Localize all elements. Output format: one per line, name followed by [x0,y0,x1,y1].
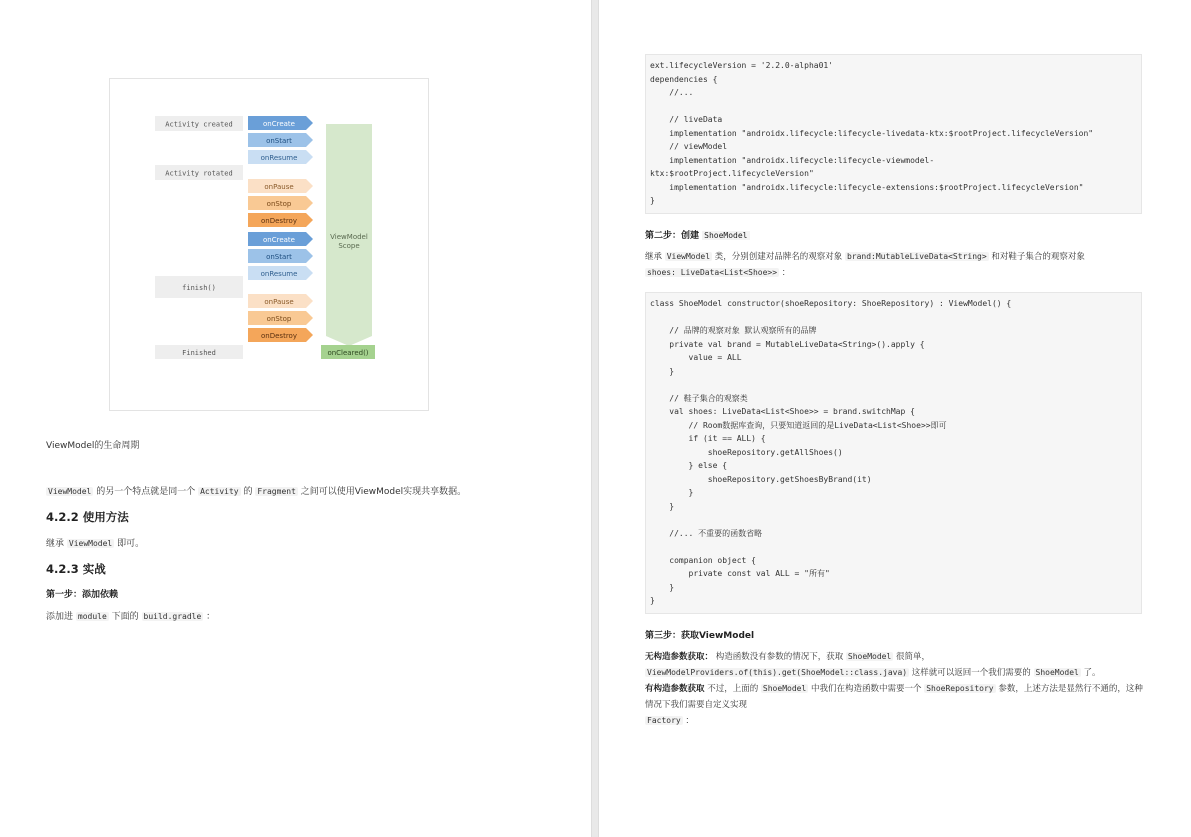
inline-code: ViewModel [48,487,92,496]
step3-heading: 第三步：获取ViewModel [645,631,755,641]
callback-label: onPause [264,183,294,191]
callback-label: onCreate [263,236,295,244]
state-label: finish() [182,284,216,292]
state-label: Activity rotated [165,169,233,178]
callback-label: onStop [266,315,292,323]
callback-label: onStart [266,137,292,145]
callback-label: onPause [264,298,294,306]
callback-label: onStart [266,253,292,261]
page-gutter [591,0,599,837]
inline-code: ShoeModel [1035,668,1079,677]
inline-code: module [77,612,107,621]
inline-code: Activity [200,487,239,496]
inline-code: Factory [647,716,681,725]
inline-code: ShoeModel [704,231,748,240]
callback-label: onStop [266,200,292,208]
heading-practice: 4.2.3 实战 [46,562,106,576]
callback-label: onDestroy [261,217,297,225]
scope-label: Scope [338,242,360,250]
step1-paragraph: 添加进 module 下面的 build.gradle ： [46,612,216,622]
callback-arrows [248,116,313,342]
figure-caption: ViewModel的生命周期 [46,441,140,451]
inline-code: ShoeModel [762,684,807,693]
intro-paragraph: ViewModel 的另一个特点就是同一个 Activity 的 Fragment 之间可以使用ViewModel实现共享数据。 [48,487,467,497]
inline-code: shoes: LiveData<List<Shoe>> [647,268,778,277]
inline-code: ShoeModel [847,652,892,661]
shoemodel-code: class ShoeModel constructor(shoeRepository: ShoeRepository) : ViewModel() { // 品牌的观察对象 默认观察所有的品牌 private val brand = MutableLiveData<String>().apply { value = ALL } // 鞋子集合的观察类 val shoes: LiveData<List<Shoe>> = brand.switchMap { // Room数据库查询，只要知道返回的是LiveData<List<Shoe>>即可 if (it == ALL) { shoeRepository.getAllShoes() } else { shoeRepository.getShoesByBrand(it) } } //... 不重要的函数省略 companion object { private const val ALL = "所有" } } [650,299,1012,605]
step1-heading: 第一步：添加依赖 [46,590,119,600]
viewmodel-lifecycle-diagram [109,78,429,411]
callback-label: onCreate [263,120,295,128]
step3-paragraph: 无构造参数获取： 构造函数没有参数的情况下，获取 ShoeModel 很简单， ViewModelProviders.of(this).get(ShoeModel::class.java) 这样就可以返回一个我们需要的 ShoeModel 了。 有构造参数获取 不过，上面的 ShoeModel 中我们在构造函数中需要一个 ShoeRepository 参数，上述方法是显然行不通的，这种情况下我们需要自定义实现 Factory ： [645,652,1143,726]
heading-usage: 4.2.2 使用方法 [46,510,129,524]
step2-heading: 第二步：创建 ShoeModel [645,231,748,241]
inline-code: ShoeRepository [926,684,994,693]
inline-code: ViewModel [666,252,711,261]
callback-label: onResume [260,270,298,278]
callback-label: onResume [260,154,298,162]
inline-code: build.gradle [143,612,202,621]
inline-code: ViewModelProviders.of(this).get(ShoeModel::class.java) [647,668,908,677]
gradle-code: ext.lifecycleVersion = '2.2.0-alpha01' dependencies { //... // liveData implementation "androidx.lifecycle:lifecycle-livedata-ktx:$rootProject.lifecycleVersion" // viewModel implementation "androidx.lifecycle:lifecycle-viewmodel- ktx:$rootProject.lifecycleVersion" implementation "androidx.lifecycle:lifecycle-extensions:$rootProject.lifecycleVersion" } [650,61,1094,205]
shoemodel-code-block [645,292,1142,614]
state-label: Activity created [165,120,233,129]
oncleared-label: onCleared() [327,349,369,357]
callback-label: onDestroy [261,332,297,340]
inline-code: brand:MutableLiveData<String> [846,252,987,261]
scope-label: ViewModel [330,233,368,241]
step2-paragraph: 继承 ViewModel 类，分别创建对品牌名的观察对象 brand:MutableLiveData<String> 和对鞋子集合的观察对象 shoes: LiveData<List<Shoe>> ： [645,252,1085,278]
state-label: Finished [182,349,216,357]
gradle-code-block [645,54,1142,214]
usage-paragraph: 继承 ViewModel 即可。 [46,539,145,549]
inline-code: ViewModel [68,539,113,548]
inline-code: Fragment [257,487,296,496]
